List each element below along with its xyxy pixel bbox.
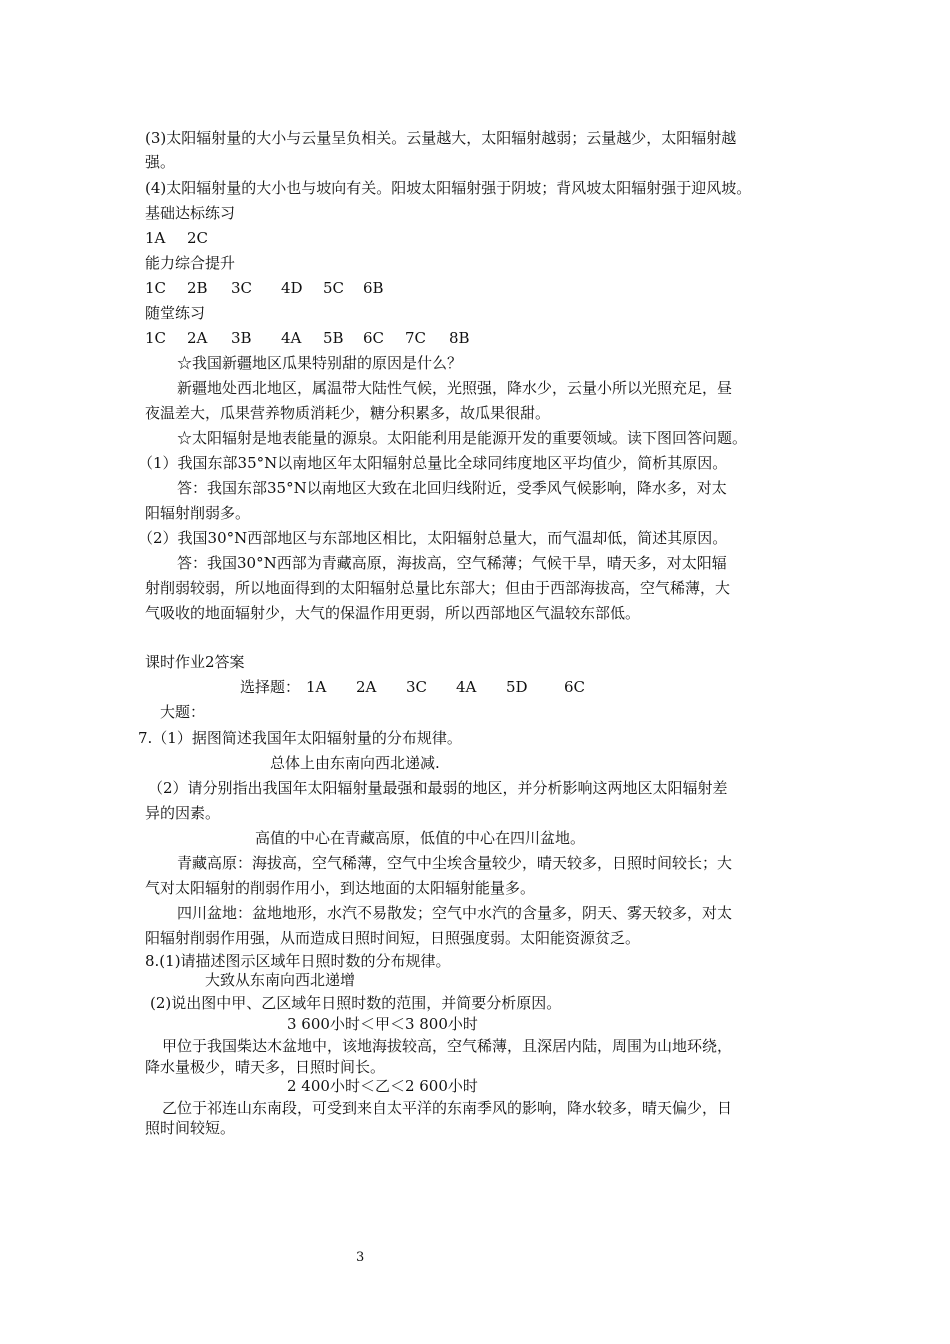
question-8-2: (2)说出图中甲、乙区域年日照时数的范围，并简要分析原因。 [150,994,562,1012]
answer-2-line1: 答：我国30°N西部为青藏高原，海拔高，空气稀薄；气候干旱，晴天多，对太阳辐 [177,554,727,572]
intro-solar-radiation: ☆太阳辐射是地表能量的源泉。太阳能利用是能源开发的重要领域。读下图回答问题。 [177,429,748,447]
answer-8-jia-range: 3 600小时＜甲＜3 800小时 [287,1015,478,1033]
page-number: 3 [356,1250,365,1265]
heading-ability-practice: 能力综合提升 [145,254,236,272]
section-title-homework: 课时作业2答案 [145,653,245,671]
question-1: （1）我国东部35°N以南地区年太阳辐射总量比全球同纬度地区平均值少，简析其原因。 [138,454,728,472]
answer-item: 7C [405,329,427,347]
question-7-2-line1: （2）请分别指出我国年太阳辐射量最强和最弱的地区，并分析影响这两地区太阳辐射差 [148,779,728,797]
paragraph-slope: (4)太阳辐射量的大小也与坡向有关。阳坡太阳辐射强于阴坡；背风坡太阳辐射强于迎风坡。 [145,179,752,197]
answer-7-2-sichuan-line1: 四川盆地：盆地地形，水汽不易散发；空气中水汽的含量多，阴天、雾天较多，对太 [177,904,733,922]
answer-7-2-qinghai-line1: 青藏高原：海拔高，空气稀薄，空气中尘埃含量较少，晴天较多，日照时间较长；大 [177,854,733,872]
answer-item: 6C [564,678,586,696]
answer-item: 2A [356,678,377,696]
answer-xinjiang-line2: 夜温差大，瓜果营养物质消耗少，糖分积累多，故瓜果很甜。 [145,404,551,422]
answers-choice [240,677,585,697]
answer-8-jia-line2: 降水量极少，晴天多，日照时间长。 [145,1058,386,1076]
answer-xinjiang-line1: 新疆地处西北地区，属温带大陆性气候，光照强，降水少，云量小所以光照充足，昼 [177,379,733,397]
answers-ability [145,278,384,298]
answer-item: 5C [323,279,345,297]
answer-item: 1A [145,229,166,247]
answer-7-2-centers: 高值的中心在青藏高原，低值的中心在四川盆地。 [255,829,586,847]
question-xinjiang: ☆我国新疆地区瓜果特别甜的原因是什么？ [177,354,463,372]
answer-item: 8B [449,329,470,347]
answer-item: 3C [406,678,428,696]
answer-item: 2B [187,279,208,297]
answer-8-yi-range: 2 400小时＜乙＜2 600小时 [287,1077,478,1095]
answer-item: 3C [231,279,253,297]
answer-7-1: 总体上由东南向西北递减. [270,754,440,772]
choice-label: 选择题： [240,678,301,696]
answer-item: 4A [456,678,477,696]
question-2: （2）我国30°N西部地区与东部地区相比，太阳辐射总量大，而气温却低，简述其原因。 [138,529,728,547]
answer-8-1: 大致从东南向西北递增 [205,971,356,989]
paragraph-cloud-line1: (3)太阳辐射量的大小与云量呈负相关。云量越大，太阳辐射越弱；云量越少，太阳辐射越 [145,129,737,147]
answer-item: 1A [306,678,327,696]
answer-8-jia-line1: 甲位于我国柴达木盆地中，该地海拔较高，空气稀薄，且深居内陆，周围为山地环绕， [162,1037,733,1055]
question-7-2-line2: 异的因素。 [145,804,221,822]
answer-item: 2C [187,229,209,247]
answer-item: 1C [145,329,167,347]
heading-basic-practice: 基础达标练习 [145,204,236,222]
answer-2-line2: 射削弱较弱，所以地面得到的太阳辐射总量比东部大；但由于西部海拔高，空气稀薄，大 [145,579,731,597]
question-8-1: 8.(1)请描述图示区域年日照时数的分布规律。 [145,952,451,970]
answer-item: 1C [145,279,167,297]
answer-7-2-sichuan-line2: 阳辐射削弱作用强，从而造成日照时间短，日照强度弱。太阳能资源贫乏。 [145,929,641,947]
answer-8-yi-line1: 乙位于祁连山东南段，可受到来自太平洋的东南季风的影响，降水较多，晴天偏少，日 [162,1099,733,1117]
paragraph-cloud-line2: 强。 [145,153,176,171]
question-7-1: 7.（1）据图简述我国年太阳辐射量的分布规律。 [138,729,462,747]
answer-2-line3: 气吸收的地面辐射少，大气的保温作用更弱，所以西部地区气温较东部低。 [145,604,641,622]
answer-item: 5B [323,329,344,347]
answer-8-yi-line2: 照时间较短。 [145,1119,236,1137]
answer-item: 6B [363,279,384,297]
answer-item: 4D [281,279,303,297]
answer-item: 2A [187,329,208,347]
answer-1-line1: 答：我国东部35°N以南地区大致在北回归线附近，受季风气候影响，降水多，对太 [177,479,727,497]
answer-item: 3B [231,329,252,347]
answer-item: 6C [363,329,385,347]
answer-1-line2: 阳辐射削弱多。 [145,504,251,522]
answer-item: 5D [506,678,528,696]
answers-basic [145,228,208,248]
answer-7-2-qinghai-line2: 气对太阳辐射的削弱作用小，到达地面的太阳辐射能量多。 [145,879,536,897]
big-question-label: 大题： [160,703,206,721]
answer-item: 4A [281,329,302,347]
heading-class-practice: 随堂练习 [145,304,206,322]
answers-class [145,328,470,348]
